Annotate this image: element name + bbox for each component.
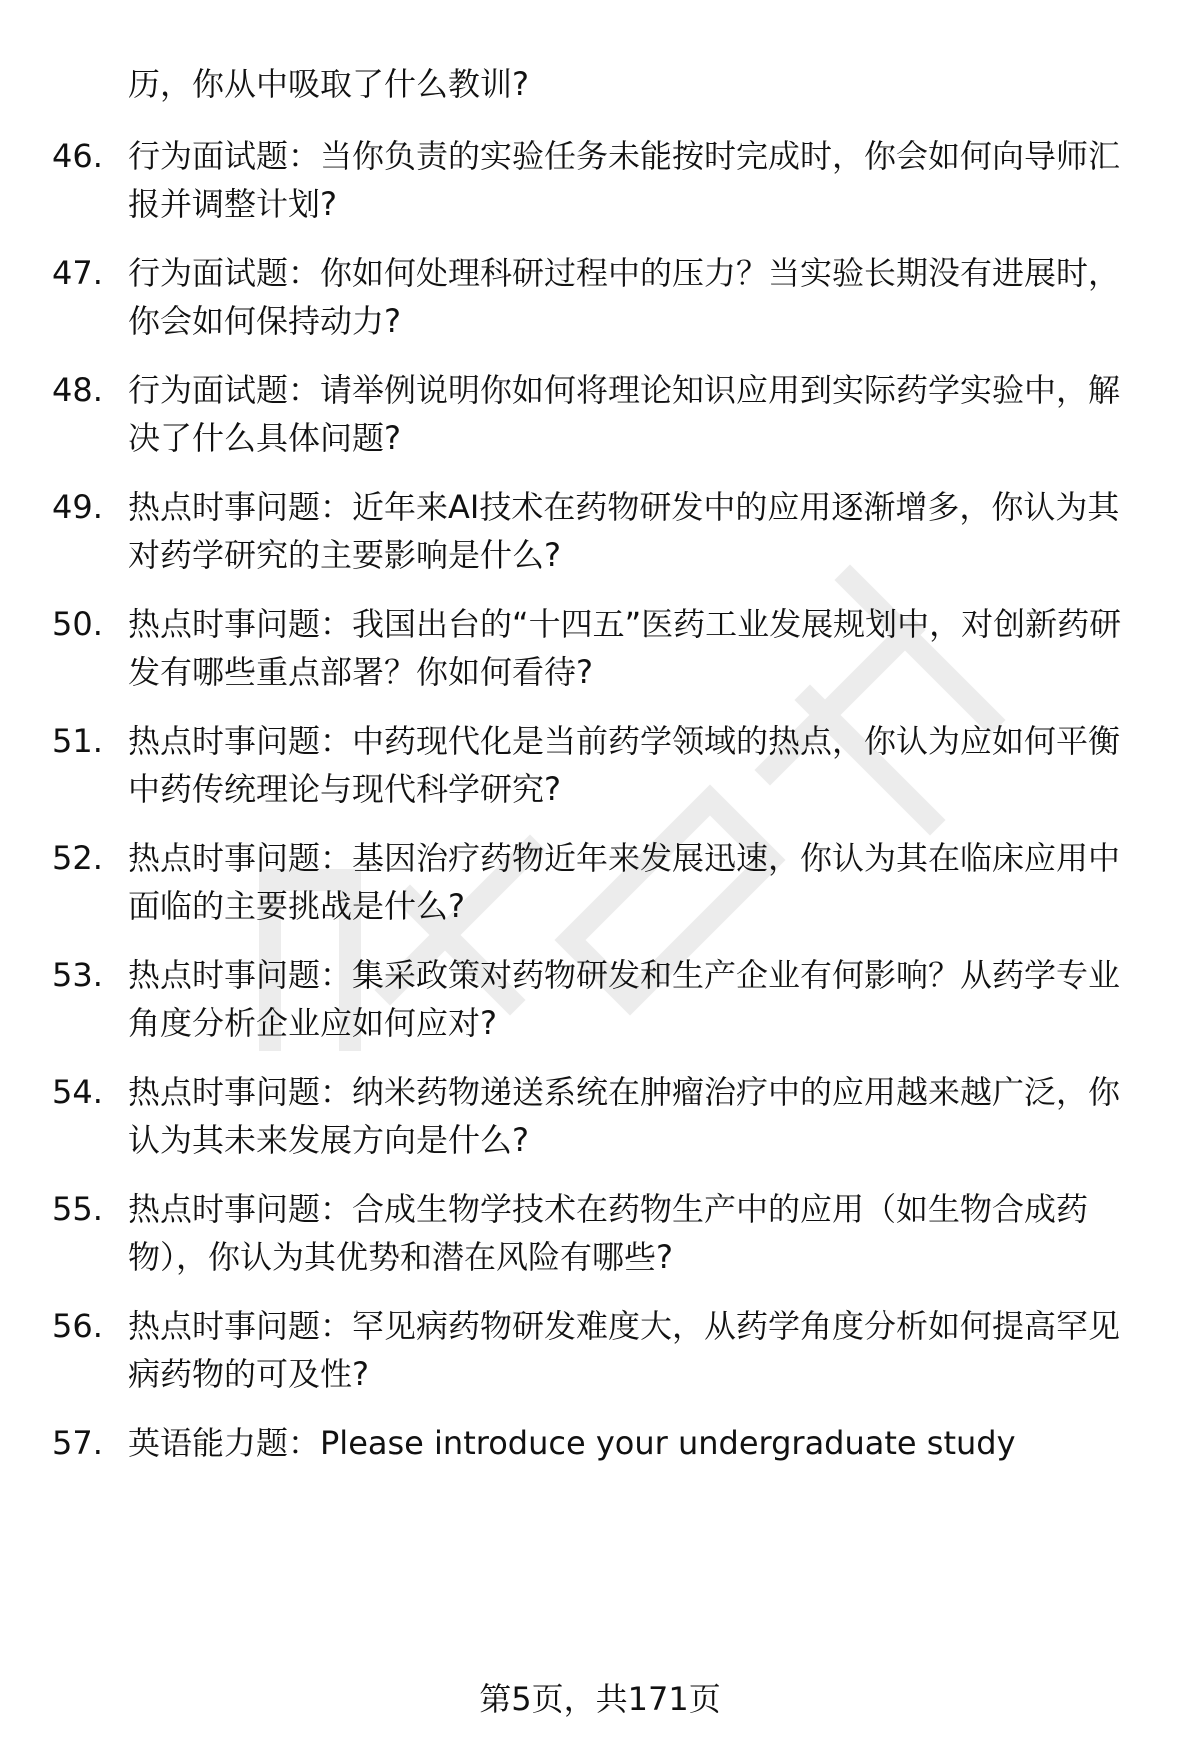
question-number: 57. [52, 1424, 103, 1462]
question-text: 热点时事问题：合成生物学技术在药物生产中的应用（如生物合成药物），你认为其优势和潜在风险有哪些? [128, 1190, 1089, 1276]
question-number: 52. [52, 839, 103, 877]
question-number: 49. [52, 488, 103, 526]
question-text: 英语能力题：Please introduce your undergraduate study [128, 1424, 1016, 1462]
question-text: 热点时事问题：罕见病药物研发难度大，从药学角度分析如何提高罕见病药物的可及性? [128, 1307, 1121, 1393]
question-text: 热点时事问题：基因治疗药物近年来发展迅速，你认为其在临床应用中面临的主要挑战是什么? [128, 839, 1121, 925]
question-number: 48. [52, 371, 103, 409]
page-number-footer: 第5页，共171页 [479, 1680, 721, 1718]
question-text: 行为面试题：当你负责的实验任务未能按时完成时，你会如何向导师汇报并调整计划? [128, 137, 1121, 223]
question-number: 51. [52, 722, 103, 760]
question-number: 46. [52, 137, 103, 175]
question-number: 55. [52, 1190, 103, 1228]
question-number: 54. [52, 1073, 103, 1111]
continuation-text: 历，你从中吸取了什么教训? [128, 65, 529, 103]
question-text: 热点时事问题：中药现代化是当前药学领域的热点，你认为应如何平衡中药传统理论与现代科学研究? [128, 722, 1121, 808]
question-text: 行为面试题：请举例说明你如何将理论知识应用到实际药学实验中，解决了什么具体问题? [128, 371, 1121, 457]
question-text: 热点时事问题：近年来AI技术在药物研发中的应用逐渐增多，你认为其对药学研究的主要影响是什么? [128, 488, 1120, 574]
question-text: 热点时事问题：我国出台的“十四五”医药工业发展规划中，对创新药研发有哪些重点部署？你如何看待? [128, 605, 1122, 691]
question-number: 50. [52, 605, 103, 643]
question-text: 行为面试题：你如何处理科研过程中的压力？当实验长期没有进展时，你会如何保持动力? [128, 254, 1121, 340]
question-number: 47. [52, 254, 103, 292]
question-text: 热点时事问题：集采政策对药物研发和生产企业有何影响？从药学专业角度分析企业应如何应对? [128, 956, 1121, 1042]
question-number: 56. [52, 1307, 103, 1345]
question-number: 53. [52, 956, 103, 994]
question-text: 热点时事问题：纳米药物递送系统在肿瘤治疗中的应用越来越广泛，你认为其未来发展方向是什么? [128, 1073, 1121, 1159]
